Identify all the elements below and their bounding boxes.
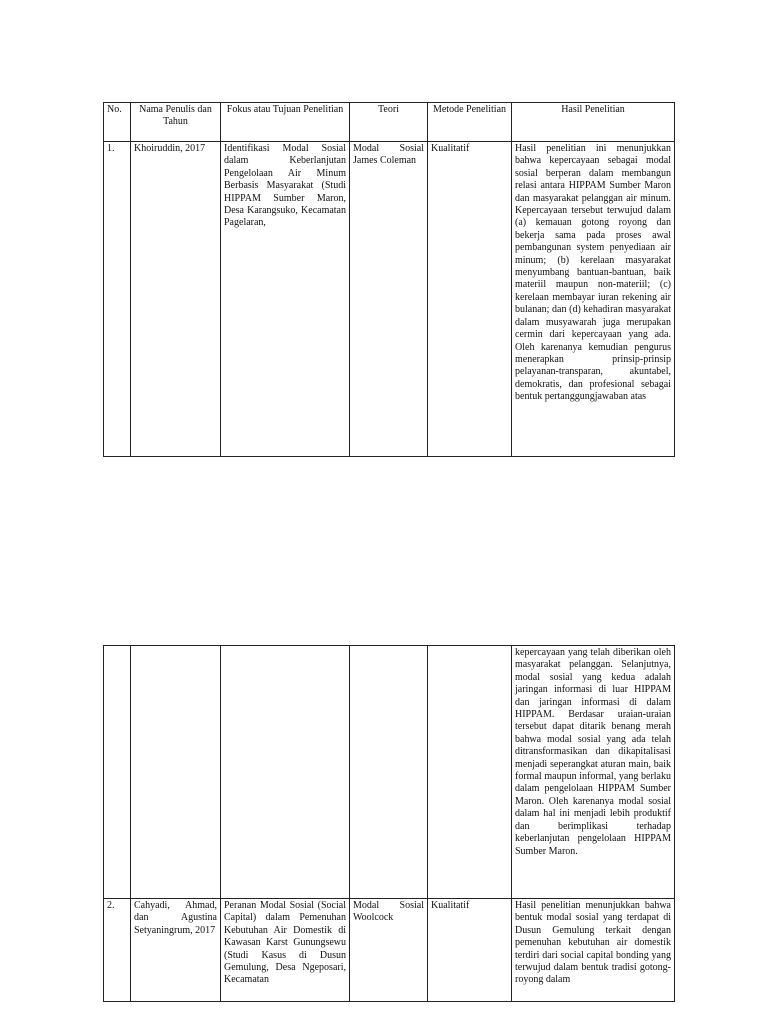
row-1-author: Khoiruddin, 2017	[131, 142, 221, 457]
table-row-continued	[104, 646, 675, 899]
literature-table-part-2	[103, 645, 675, 1002]
header-method: Metode Penelitian	[428, 103, 512, 142]
row-cont-no	[104, 646, 131, 899]
row-cont-focus	[221, 646, 350, 899]
row-2-no: 2.	[104, 899, 131, 1002]
row-2-author: Cahyadi, Ahmad, dan Agustina Setyaningrum, 2017	[131, 899, 221, 1002]
row-1-focus: Identifikasi Modal Sosial dalam Keberlanjutan Pengelolaan Air Minum Berbasis Masyarakat (Studi HIPPAM Sumber Maron, Desa Karangsuko, Kecamatan Pagelaran,	[221, 142, 350, 457]
row-1-method: Kualitatif	[428, 142, 512, 457]
row-cont-theory	[350, 646, 428, 899]
row-2-focus: Peranan Modal Sosial (Social Capital) dalam Pemenuhan Kebutuhan Air Domestik di Kawasan Karst Gunungsewu (Studi Kasus di Dusun Gemulung, Desa Ngeposari, Kecamatan	[224, 900, 346, 986]
row-1-no: 1.	[104, 142, 131, 457]
row-2-result: Hasil penelitian menunjukkan bahwa bentuk modal sosial yang terdapat di Dusun Gemulung terkait dengan pemenuhan kebutuhan air domestik terdiri dari social capital bonding yang terwujud dalam bentuk tradisi gotong-royong dalam	[515, 900, 671, 986]
row-1-result: Hasil penelitian ini menunjukkan bahwa kepercayaan sebagai modal sosial berperan dalam membangun relasi antara HIPPAM Sumber Maron dan masyarakat pelanggan air minum. Kepercayaan tersebut terwujud dalam (a) kemauan gotong royong dan bekerja sama pada proses awal pembangunan system penyediaan air minum; (b) kerelaan masyarakat menyumbang bantuan-bantuan, baik materiil maupun non-materiil; (c) kerelaan membayar iuran rekening air bulanan; dan (d) kehadiran masyarakat dalam musyawarah juga merupakan cermin dari kepercayaan yang ada. Oleh karenanya kemudian pengurus menerapkan prinsip-prinsip pelayanan-transparan, akuntabel, demokratis, dan profesional sebagai bentuk pertanggungjawaban atas	[515, 143, 671, 403]
header-result: Hasil Penelitian	[512, 103, 675, 142]
header-theory: Teori	[350, 103, 428, 142]
table-row	[104, 899, 675, 1002]
header-no: No.	[104, 103, 131, 142]
row-2-focus-cell	[221, 899, 350, 1002]
header-focus: Fokus atau Tujuan Penelitian	[221, 103, 350, 142]
row-cont-author	[131, 646, 221, 899]
table-header-row	[104, 103, 675, 142]
table-row	[104, 142, 675, 457]
row-2-theory: Modal Sosial Woolcock	[350, 899, 428, 1002]
row-1-result-continued: kepercayaan yang telah diberikan oleh masyarakat pelanggan. Selanjutnya, modal sosial yang kedua adalah jaringan informasi di luar HIPPAM dan jaringan informasi di dalam HIPPAM. Berdasar uraian-uraian tersebut dapat ditarik benang merah bahwa modal sosial yang ada telah ditransformasikan dan dikapitalisasi menjadi seperangkat aturan main, baik formal maupun informal, yang berlaku dalam pengelolaan HIPPAM Sumber Maron. Oleh karenanya modal sosial dalam hal ini menjadi lebih produktif dan berimplikasi terhadap keberlanjutan pengelolaan HIPPAM Sumber Maron.	[512, 646, 675, 899]
header-author: Nama Penulis dan Tahun	[131, 103, 221, 142]
row-cont-method	[428, 646, 512, 899]
row-1-result-cell	[512, 142, 675, 457]
row-2-result-cell	[512, 899, 675, 1002]
row-2-method: Kualitatif	[428, 899, 512, 1002]
row-1-theory: Modal Sosial James Coleman	[350, 142, 428, 457]
literature-table-part-1	[103, 102, 675, 457]
